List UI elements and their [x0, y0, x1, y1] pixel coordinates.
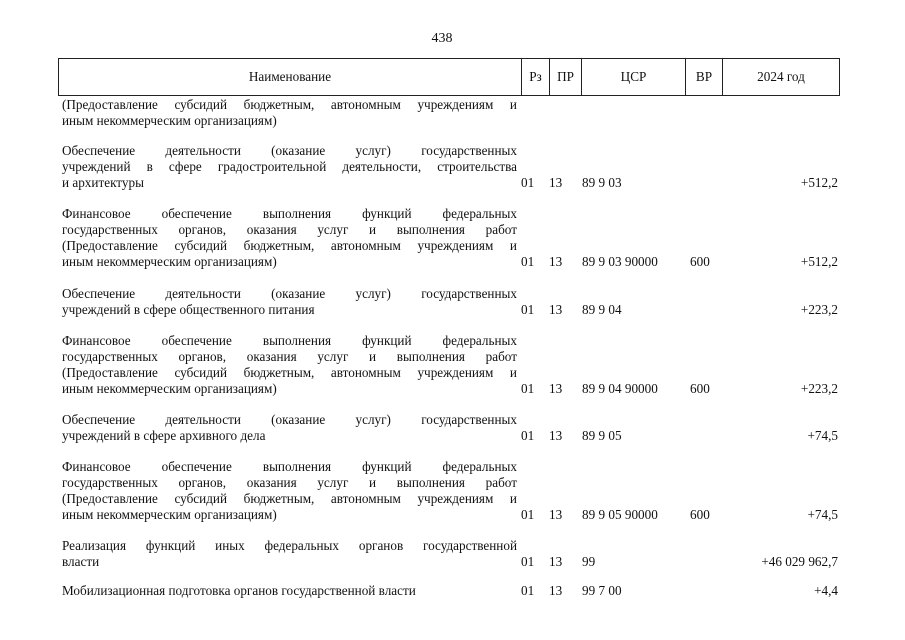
row-rz: 01	[521, 583, 535, 598]
header-name: Наименование	[248, 69, 332, 84]
row-name	[62, 412, 517, 444]
row-name-line: Мобилизационная подготовка органов государственной власти	[62, 583, 416, 598]
header-year: 2024 год	[722, 59, 839, 95]
page-number: 438	[431, 31, 453, 46]
row-name-line: (Предоставление субсидий бюджетным, автономным учреждениям и	[62, 365, 517, 380]
row-rz: 01	[521, 428, 535, 443]
row-name-line: государственных органов, оказания услуг и выполнения работ	[62, 222, 517, 237]
row-amount: +4,4	[814, 583, 838, 598]
row-name-line: учреждений в сфере общественного питания	[62, 302, 315, 317]
row-amount: +74,5	[807, 507, 838, 522]
row-rz: 01	[521, 381, 535, 396]
row-vr: 600	[690, 381, 710, 396]
row-name	[62, 538, 517, 570]
row-csr: 99 7 00	[582, 583, 622, 598]
row-csr: 89 9 03	[582, 175, 622, 190]
row-csr: 99	[582, 554, 596, 569]
row-pr: 13	[549, 381, 563, 396]
row-name-line: Финансовое обеспечение выполнения функций федеральных	[62, 333, 517, 348]
row-name-line: учреждений в сфере архивного дела	[62, 428, 266, 443]
row-name-line: Финансовое обеспечение выполнения функций федеральных	[62, 459, 517, 474]
row-name	[62, 333, 517, 397]
row-pr: 13	[549, 175, 563, 190]
row-amount: +512,2	[800, 175, 838, 190]
header-pr: ПР	[549, 59, 581, 95]
row-rz: 01	[521, 554, 535, 569]
row-pr: 13	[549, 254, 563, 269]
row-name	[62, 286, 517, 318]
row-rz: 01	[521, 507, 535, 522]
row-name-line: иным некоммерческим организациям)	[62, 254, 277, 269]
row-rz: 01	[521, 254, 535, 269]
row-amount: +74,5	[807, 428, 838, 443]
row-name-line: иным некоммерческим организациям)	[62, 381, 277, 396]
row-name	[62, 583, 517, 599]
row-name-line: государственных органов, оказания услуг и выполнения работ	[62, 349, 517, 364]
row-csr: 89 9 05 90000	[582, 507, 658, 522]
row-name-line: Финансовое обеспечение выполнения функций федеральных	[62, 206, 517, 221]
row-name-line: государственных органов, оказания услуг и выполнения работ	[62, 475, 517, 490]
row-name	[62, 97, 517, 129]
header-rz: Рз	[521, 59, 549, 95]
row-amount: +223,2	[800, 381, 838, 396]
row-name	[62, 459, 517, 523]
header-csr: ЦСР	[581, 59, 685, 95]
row-csr: 89 9 04	[582, 302, 622, 317]
row-vr: 600	[690, 254, 710, 269]
header-vr: ВР	[685, 59, 722, 95]
row-name-line: власти	[62, 554, 100, 569]
row-name-line: (Предоставление субсидий бюджетным, автономным учреждениям и	[62, 491, 517, 506]
row-pr: 13	[549, 302, 563, 317]
row-name-line: Обеспечение деятельности (оказание услуг) государственных	[62, 143, 517, 158]
row-name-line: иным некоммерческим организациям)	[62, 113, 277, 128]
row-name-line: Реализация функций иных федеральных органов государственной	[62, 538, 517, 553]
row-name-line: учреждений в сфере градостроительной деятельности, строительства	[62, 159, 517, 174]
row-name	[62, 143, 517, 191]
row-pr: 13	[549, 554, 563, 569]
row-name-line: и архитектуры	[62, 175, 144, 190]
row-pr: 13	[549, 507, 563, 522]
row-amount: +512,2	[800, 254, 838, 269]
row-name-line: Обеспечение деятельности (оказание услуг) государственных	[62, 286, 517, 301]
row-name	[62, 206, 517, 270]
row-amount: +223,2	[800, 302, 838, 317]
row-csr: 89 9 04 90000	[582, 381, 658, 396]
row-csr: 89 9 05	[582, 428, 622, 443]
row-pr: 13	[549, 583, 563, 598]
row-name-line: Обеспечение деятельности (оказание услуг) государственных	[62, 412, 517, 427]
row-vr: 600	[690, 507, 710, 522]
row-name-line: (Предоставление субсидий бюджетным, автономным учреждениям и	[62, 97, 517, 112]
row-amount: +46 029 962,7	[761, 554, 838, 569]
row-name-line: иным некоммерческим организациям)	[62, 507, 277, 522]
row-pr: 13	[549, 428, 563, 443]
row-csr: 89 9 03 90000	[582, 254, 658, 269]
table-header	[58, 58, 840, 96]
row-name-line: (Предоставление субсидий бюджетным, автономным учреждениям и	[62, 238, 517, 253]
row-rz: 01	[521, 302, 535, 317]
row-rz: 01	[521, 175, 535, 190]
